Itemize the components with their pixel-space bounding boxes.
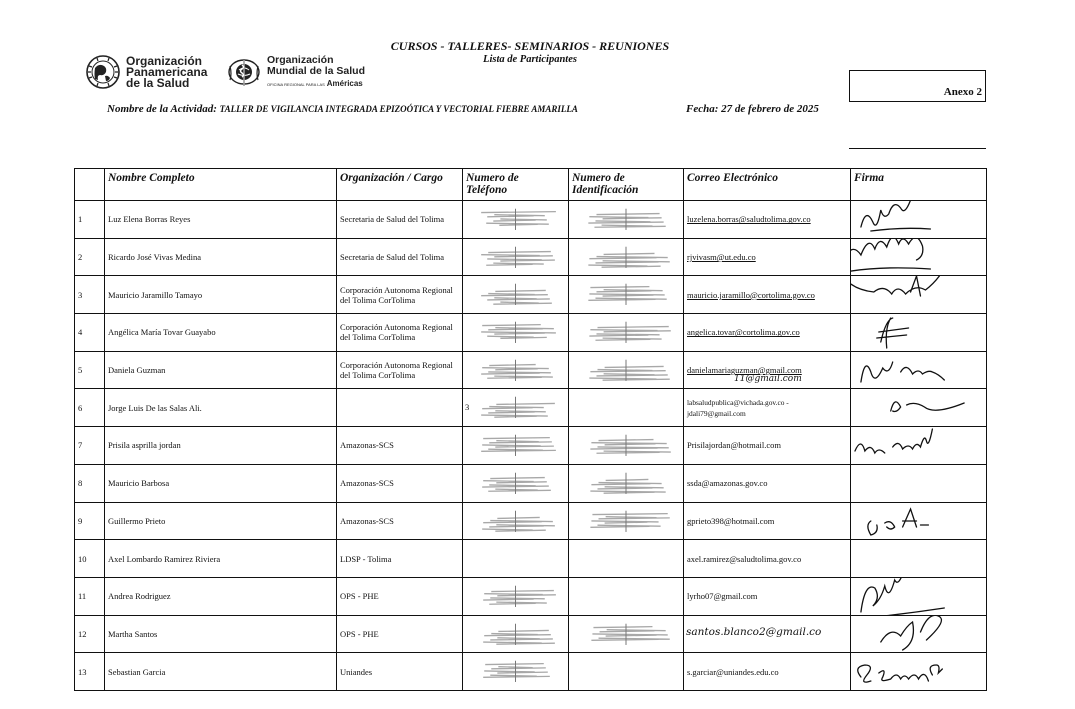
- participant-name: Daniela Guzman: [105, 351, 337, 389]
- phone-prefix: 3: [465, 402, 470, 413]
- table-row: [75, 389, 987, 427]
- col-id-line-1: Numero de: [572, 172, 625, 184]
- participant-name: Guillermo Prieto: [105, 502, 337, 540]
- table-row: [75, 276, 987, 314]
- ops-name-line-1: Organización: [126, 53, 203, 68]
- participant-name: Ricardo José Vivas Medina: [105, 238, 337, 276]
- signature-cell: [851, 577, 987, 615]
- redaction-scribble: [463, 427, 568, 464]
- signature-cell: [851, 540, 987, 578]
- date-value: 27 de febrero de 2025: [721, 103, 819, 115]
- phone-cell: [463, 615, 569, 653]
- email-text: s.garciar@uniandes.edu.co: [687, 666, 779, 677]
- email-text: danielamariaguzman@gmail.com: [687, 365, 802, 376]
- row-number: 9: [75, 502, 105, 540]
- email-text: luzelena.borras@saludtolima.gov.co: [687, 214, 811, 225]
- email-text: gprieto398@hotmail.com: [687, 515, 775, 526]
- participant-email: [684, 427, 851, 465]
- participant-org: [337, 389, 463, 427]
- participant-name: Sebastian Garcia: [105, 653, 337, 691]
- participant-email: [684, 351, 851, 389]
- participant-email: [684, 238, 851, 276]
- redaction-scribble: [569, 314, 683, 351]
- document-title: CURSOS - TALLERES- SEMINARIOS - REUNIONES: [390, 39, 670, 53]
- phone-cell: [463, 201, 569, 239]
- email-text: labsaludpublica@vichada.gov.co - jdali79@gmail.com: [687, 397, 789, 418]
- ops-logo: [85, 54, 207, 90]
- id-cell: [569, 427, 684, 465]
- row-number: 11: [75, 577, 105, 615]
- email-text: lyrho07@gmail.com: [687, 591, 758, 602]
- row-number: 7: [75, 427, 105, 465]
- table-row: [75, 540, 987, 578]
- signature-cell: [851, 314, 987, 352]
- signature-drawing: [851, 389, 986, 427]
- participant-org: Secretaria de Salud del Tolima: [337, 201, 463, 239]
- email-text: angelica.tovar@cortolima.gov.co: [687, 327, 800, 338]
- participant-org: Corporación Autonoma Regional del Tolima CorTolima: [337, 351, 463, 389]
- participant-email: [684, 314, 851, 352]
- col-id: [569, 169, 684, 201]
- ops-globe-icon: [85, 54, 121, 90]
- email-text: axel.ramirez@saludtolima.gov.co: [687, 553, 802, 564]
- participant-name: Prisila asprilla jordan: [105, 427, 337, 465]
- id-cell: [569, 276, 684, 314]
- signature-cell: [851, 389, 987, 427]
- signature-drawing: [851, 351, 986, 389]
- oms-tiny-text: OFICINA REGIONAL PARA LAS: [267, 81, 325, 87]
- email-text: mauricio.jaramillo@cortolima.gov.co: [687, 289, 815, 300]
- participant-name: Axel Lombardo Ramirez Riviera: [105, 540, 337, 578]
- document-subtitle: Lista de Participantes: [483, 54, 577, 65]
- table-row: [75, 577, 987, 615]
- redaction-scribble: [463, 352, 568, 389]
- signature-cell: [851, 351, 987, 389]
- signature-cell: [851, 427, 987, 465]
- participant-name: Andrea Rodriguez: [105, 577, 337, 615]
- participant-name: Martha Santos: [105, 615, 337, 653]
- id-cell: [569, 540, 684, 578]
- col-email: Correo Electrónico: [684, 169, 851, 201]
- participant-org: Secretaria de Salud del Tolima: [337, 238, 463, 276]
- participant-name: Luz Elena Borras Reyes: [105, 201, 337, 239]
- table-row: [75, 351, 987, 389]
- id-cell: [569, 502, 684, 540]
- participant-name: Mauricio Barbosa: [105, 464, 337, 502]
- row-number: 2: [75, 238, 105, 276]
- signature-cell: [851, 502, 987, 540]
- redaction-scribble: [463, 239, 568, 276]
- redaction-scribble: [463, 578, 568, 615]
- id-cell: [569, 464, 684, 502]
- col-phone: [463, 169, 569, 201]
- table-row: [75, 502, 987, 540]
- phone-cell: [463, 351, 569, 389]
- table-row: [75, 653, 987, 691]
- redaction-scribble: [569, 239, 683, 276]
- phone-cell: [463, 427, 569, 465]
- date-label: Fecha:: [686, 103, 719, 115]
- row-number: 3: [75, 276, 105, 314]
- activity-line: [107, 103, 578, 115]
- col-signature: Firma: [851, 169, 987, 201]
- oms-region: [267, 78, 365, 90]
- signature-drawing: [851, 314, 986, 352]
- phone-cell: [463, 502, 569, 540]
- email-handwritten: santos.blanco2@gmail.co: [686, 625, 822, 638]
- oms-name-line-1: Organización: [267, 53, 334, 66]
- email-text: Prisilajordan@hotmail.com: [687, 440, 781, 451]
- signature-cell: [851, 201, 987, 239]
- signature-cell: [851, 276, 987, 314]
- id-cell: [569, 615, 684, 653]
- redaction-scribble: [463, 465, 568, 502]
- signature-drawing: [851, 653, 986, 691]
- activity-label: Nombre de la Actividad:: [107, 103, 217, 115]
- phone-cell: [463, 238, 569, 276]
- participant-email: [684, 201, 851, 239]
- signature-drawing: [851, 238, 986, 276]
- redaction-scribble: [463, 616, 568, 653]
- col-name: Nombre Completo: [105, 169, 337, 201]
- participants-table: [74, 168, 987, 691]
- signature-cell: [851, 615, 987, 653]
- redaction-scribble: [463, 201, 568, 238]
- signature-drawing: [851, 502, 986, 540]
- participant-name: Jorge Luis De las Salas Ali.: [105, 389, 337, 427]
- row-number: 10: [75, 540, 105, 578]
- ops-name-line-2: Panamericana: [126, 64, 208, 79]
- row-number: 6: [75, 389, 105, 427]
- table-row: [75, 201, 987, 239]
- signature-cell: [851, 653, 987, 691]
- id-cell: [569, 314, 684, 352]
- signature-cell: [851, 238, 987, 276]
- oms-logo: [226, 54, 365, 90]
- participant-org: Amazonas-SCS: [337, 502, 463, 540]
- redaction-scribble: [569, 616, 683, 653]
- phone-cell: [463, 653, 569, 691]
- row-number: 4: [75, 314, 105, 352]
- participant-email: [684, 276, 851, 314]
- redaction-scribble: [463, 276, 568, 313]
- row-number: 8: [75, 464, 105, 502]
- divider-line: [849, 148, 986, 149]
- signature-drawing: [851, 201, 986, 239]
- email-handwritten-note: 11@gmail.com: [734, 373, 802, 384]
- participant-org: Amazonas-SCS: [337, 464, 463, 502]
- phone-cell: [463, 540, 569, 578]
- participant-org: OPS - PHE: [337, 615, 463, 653]
- phone-cell: [463, 464, 569, 502]
- signature-drawing: [851, 276, 986, 314]
- participant-email: [684, 464, 851, 502]
- table-row: [75, 314, 987, 352]
- participant-email: [684, 615, 851, 653]
- participant-org: LDSP - Tolima: [337, 540, 463, 578]
- row-number: 5: [75, 351, 105, 389]
- id-cell: [569, 389, 684, 427]
- activity-name: TALLER DE VIGILANCIA INTEGRADA EPIZOÓTICA Y VECTORIAL FIEBRE AMARILLA: [219, 104, 578, 114]
- id-cell: [569, 238, 684, 276]
- annex-label: Anexo 2: [943, 86, 982, 98]
- table-row: [75, 427, 987, 465]
- participant-org: OPS - PHE: [337, 577, 463, 615]
- email-text: ssda@amazonas.gov.co: [687, 478, 768, 489]
- col-phone-line-2: Teléfono: [466, 184, 508, 196]
- redaction-scribble: [463, 389, 568, 426]
- redaction-scribble: [569, 352, 683, 389]
- date-line: [686, 103, 819, 115]
- ops-name-line-3: de la Salud: [126, 75, 190, 90]
- col-phone-line-1: Numero de: [466, 172, 519, 184]
- table-row: [75, 615, 987, 653]
- redaction-scribble: [569, 465, 683, 502]
- annex-box: [849, 70, 986, 102]
- redaction-scribble: [463, 503, 568, 540]
- col-org: Organización / Cargo: [337, 169, 463, 201]
- redaction-scribble: [463, 653, 568, 690]
- participant-email: [684, 389, 851, 427]
- row-number: 13: [75, 653, 105, 691]
- table-row: [75, 464, 987, 502]
- col-number: [75, 169, 105, 201]
- row-number: 1: [75, 201, 105, 239]
- signature-drawing: [851, 427, 986, 465]
- id-cell: [569, 577, 684, 615]
- signature-cell: [851, 464, 987, 502]
- id-cell: [569, 351, 684, 389]
- participant-email: [684, 577, 851, 615]
- row-number: 12: [75, 615, 105, 653]
- phone-cell: [463, 276, 569, 314]
- who-emblem-icon: [226, 54, 262, 90]
- redaction-scribble: [569, 427, 683, 464]
- redaction-scribble: [463, 314, 568, 351]
- redaction-scribble: [569, 201, 683, 238]
- participant-email: [684, 540, 851, 578]
- participant-email: [684, 653, 851, 691]
- participant-org: Corporación Autonoma Regional del Tolima CorTolima: [337, 314, 463, 352]
- redaction-scribble: [569, 503, 683, 540]
- redaction-scribble: [569, 276, 683, 313]
- signature-drawing: [851, 615, 986, 653]
- col-id-line-2: Identificación: [572, 184, 639, 196]
- email-text: rjvivasm@ut.edu.co: [687, 252, 756, 263]
- phone-cell: [463, 577, 569, 615]
- participant-name: Angélica María Tovar Guayabo: [105, 314, 337, 352]
- table-row: [75, 238, 987, 276]
- phone-cell: [463, 389, 569, 427]
- oms-region-name: Américas: [326, 78, 363, 88]
- participant-org: Uniandes: [337, 653, 463, 691]
- phone-cell: [463, 314, 569, 352]
- participant-org: Amazonas-SCS: [337, 427, 463, 465]
- table-header-row: [75, 169, 987, 201]
- participant-name: Mauricio Jaramillo Tamayo: [105, 276, 337, 314]
- oms-name-line-2: Mundial de la Salud: [267, 64, 366, 77]
- signature-drawing: [851, 577, 986, 615]
- id-cell: [569, 653, 684, 691]
- id-cell: [569, 201, 684, 239]
- participant-email: [684, 502, 851, 540]
- participant-org: Corporación Autonoma Regional del Tolima CorTolima: [337, 276, 463, 314]
